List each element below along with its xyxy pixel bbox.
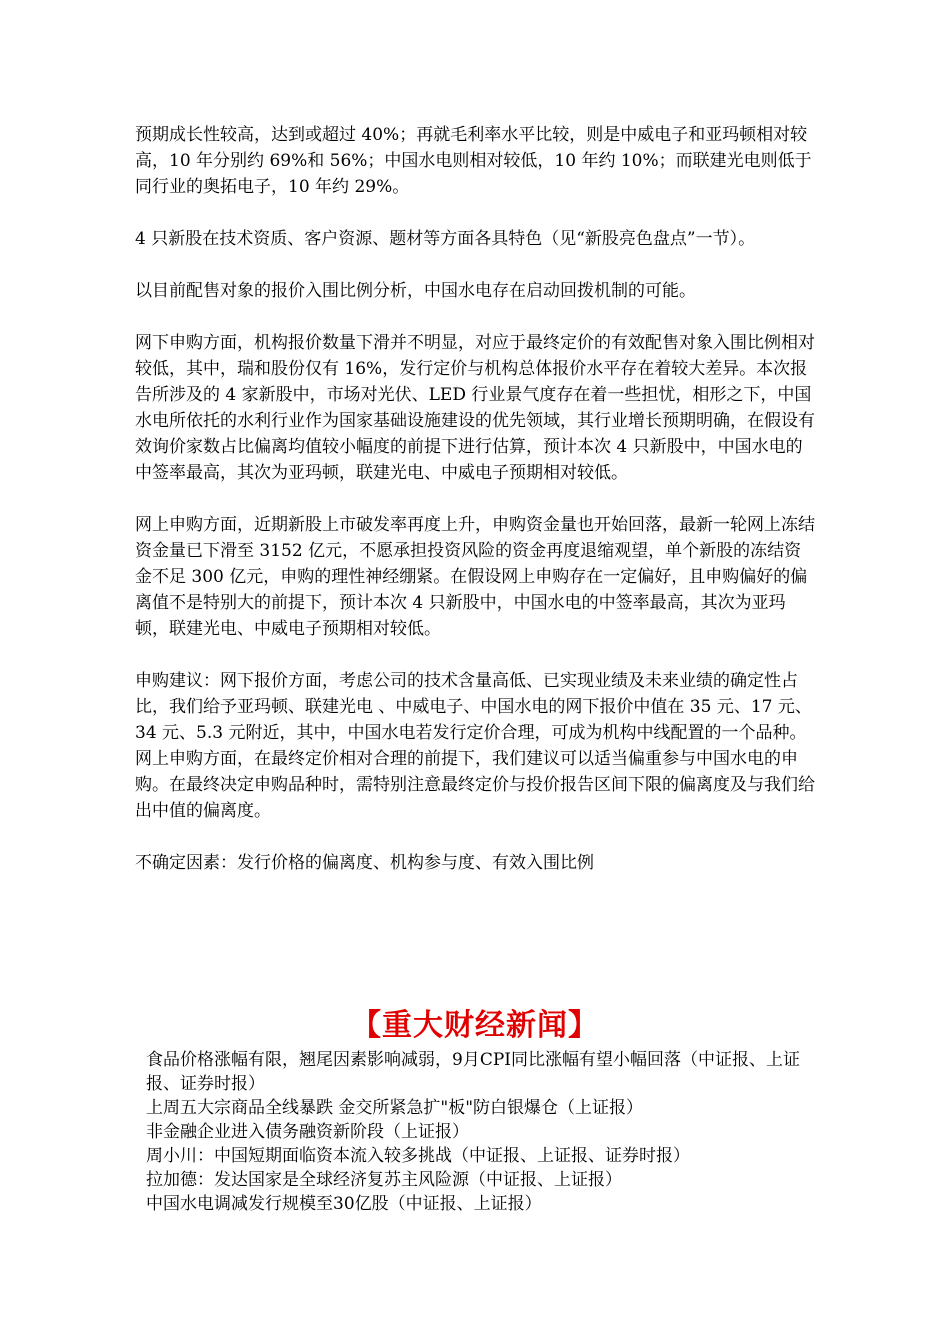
paragraph-online-subscription: 网上申购方面，近期新股上市破发率再度上升，申购资金量也开始回落，最新一轮网上冻结资金量已下滑至 3152 亿元，不愿承担投资风险的资金再度退缩观望，单个新股的冻结资金不足 300 亿元，申购的理性神经绷紧。在假设网上申购存在一定偏好，且申购偏好的偏离值不是特别大的前提下，预计本次 4 只新股中，中国水电的中签率最高，其次为亚玛顿，联建光电、中威电子预期相对较低。: [135, 515, 815, 639]
paragraph-clawback: 以目前配售对象的报价入围比例分析，中国水电存在启动回拨机制的可能。: [135, 281, 696, 301]
news-item-debt-financing[interactable]: 非金融企业进入债务融资新阶段（上证报）: [146, 1122, 469, 1142]
report-body: [135, 122, 815, 902]
news-item-sinohydro[interactable]: 中国水电调减发行规模至30亿股（中证报、上证报）: [146, 1194, 542, 1214]
paragraph-features: 4 只新股在技术资质、客户资源、题材等方面各具特色（见“新股亮色盘点”一节）。: [135, 229, 756, 249]
news-item-commodities[interactable]: 上周五大宗商品全线暴跌 金交所紧急扩"板"防白银爆仓（上证报）: [146, 1098, 644, 1118]
paragraph-recommendation: 申购建议：网下报价方面，考虑公司的技术含量高低、已实现业绩及未来业绩的确定性占比，我们给予亚玛顿、联建光电 、中威电子、中国水电的网下报价中值在 35 元、17 元、34 元、5.3 元附近，其中，中国水电若发行定价合理，可成为机构中线配置的一个品种。网上申购方面，在最终定价相对合理的前提下，我们建议可以适当偏重参与中国水电的申购。在最终决定申购品种时，需特别注意最终定价与投价报告区间下限的偏离度及与我们给出中值的偏离度。: [135, 671, 815, 821]
news-item-cpi[interactable]: 食品价格涨幅有限，翘尾因素影响减弱，9月CPI同比涨幅有望小幅回落（中证报、上证报、证券时报）: [146, 1050, 800, 1094]
news-item-capital-inflow[interactable]: 周小川：中国短期面临资本流入较多挑战（中证报、上证报、证券时报）: [146, 1146, 690, 1166]
paragraph-uncertainty: 不确定因素：发行价格的偏离度、机构参与度、有效入围比例: [135, 853, 594, 873]
paragraph-offline-subscription: 网下申购方面，机构报价数量下滑并不明显，对应于最终定价的有效配售对象入围比例相对较低，其中，瑞和股份仅有 16%，发行定价与机构总体报价水平存在着较大差异。本次报告所涉及的 4 家新股中，市场对光伏、LED 行业景气度存在着一些担忧，相形之下，中国水电所依托的水利行业作为国家基础设施建设的优先领域，其行业增长预期明确，在假设有效询价家数占比偏离均值较小幅度的前提下进行估算，预计本次 4 只新股中，中国水电的中签率最高，其次为亚玛顿，联建光电、中威电子预期相对较低。: [135, 333, 815, 483]
news-section-title: 【重大财经新闻】: [351, 1008, 599, 1043]
news-list: [146, 1048, 826, 1216]
news-item-lagarde[interactable]: 拉加德：发达国家是全球经济复苏主风险源（中证报、上证报）: [146, 1170, 622, 1190]
paragraph-growth-margin: 预期成长性较高，达到或超过 40%；再就毛利率水平比较，则是中威电子和亚玛顿相对较高，10 年分别约 69%和 56%；中国水电则相对较低，10 年约 10%；而联建光电则低于同行业的奥拓电子，10 年约 29%。: [135, 125, 812, 197]
